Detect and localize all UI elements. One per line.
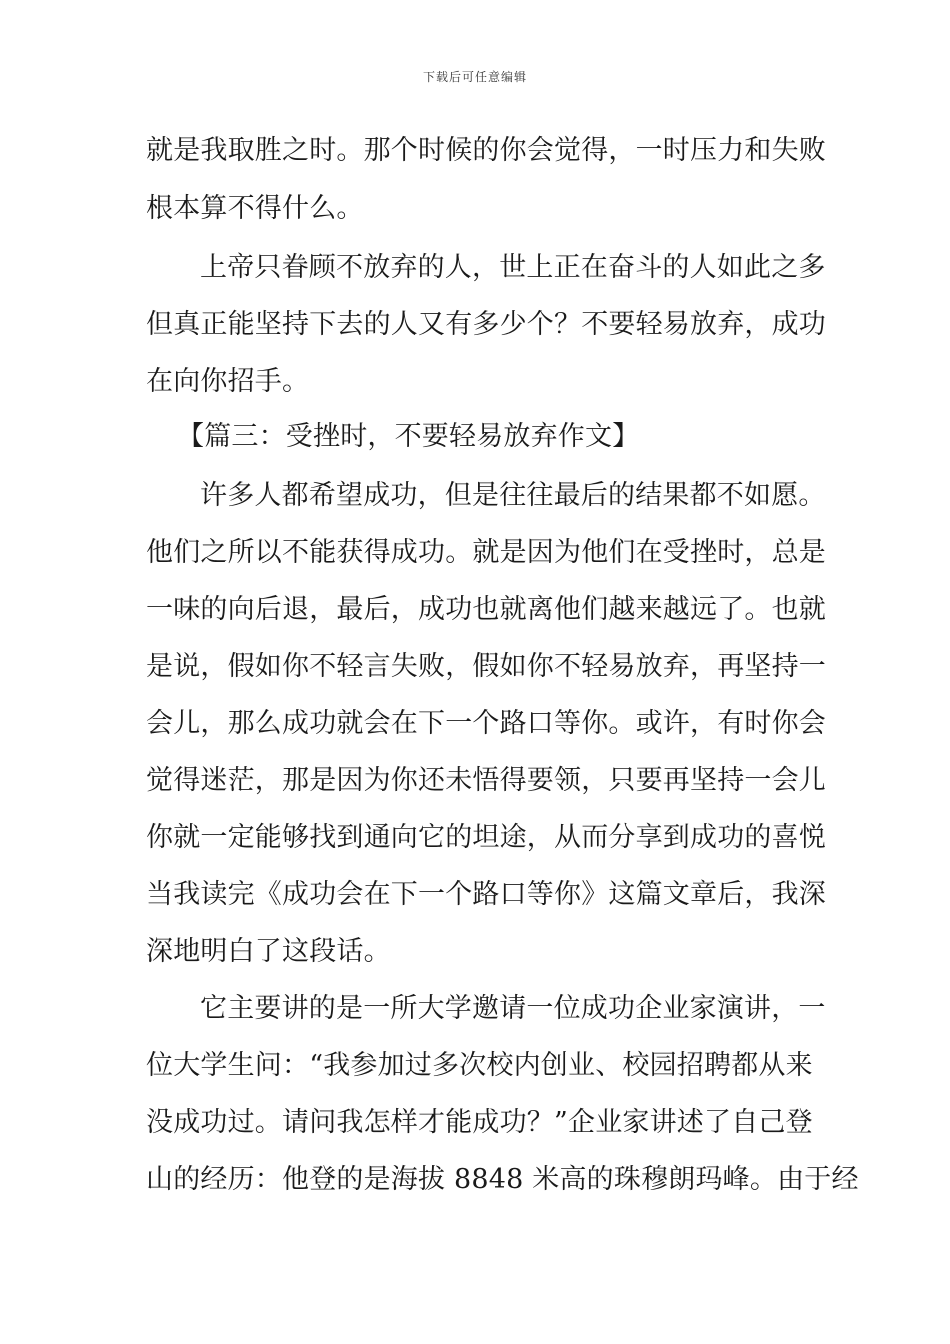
page-header: 下载后可任意编辑 bbox=[422, 70, 527, 84]
text-line: 会儿，那么成功就会在下一个路口等你。或许，有时你会 bbox=[146, 708, 826, 739]
text-line: 山的经历：他登的是海拔 8848 米高的珠穆朗玛峰。由于经 bbox=[146, 1164, 859, 1195]
text-line: 当我读完《成功会在下一个路口等你》这篇文章后，我深 bbox=[146, 879, 826, 910]
text-line: 一味的向后退，最后，成功也就离他们越来越远了。也就 bbox=[146, 594, 826, 625]
text-line: 就是我取胜之时。那个时候的你会觉得，一时压力和失败 bbox=[146, 135, 826, 166]
text-line: 他们之所以不能获得成功。就是因为他们在受挫时，总是 bbox=[146, 537, 826, 568]
text-line: 没成功过。请问我怎样才能成功？”企业家讲述了自己登 bbox=[146, 1107, 813, 1138]
text-line: 深地明白了这段话。 bbox=[146, 936, 391, 967]
text-line: 上帝只眷顾不放弃的人，世上正在奋斗的人如此之多 bbox=[200, 252, 826, 283]
text-line: 在向你招手。 bbox=[146, 366, 310, 397]
section-heading: 【篇三：受挫时，不要轻易放弃作文】 bbox=[177, 421, 640, 452]
text-line: 许多人都希望成功，但是往往最后的结果都不如愿。 bbox=[200, 480, 826, 511]
text-line: 是说，假如你不轻言失败，假如你不轻易放弃，再坚持一 bbox=[146, 651, 826, 682]
text-line: 觉得迷茫，那是因为你还未悟得要领，只要再坚持一会儿 bbox=[146, 765, 826, 796]
text-line: 但真正能坚持下去的人又有多少个？不要轻易放弃，成功 bbox=[146, 309, 826, 340]
text-line: 位大学生问：“我参加过多次校内创业、校园招聘都从来 bbox=[146, 1050, 813, 1081]
text-line: 根本算不得什么。 bbox=[146, 193, 364, 224]
text-line: 你就一定能够找到通向它的坦途，从而分享到成功的喜悦 bbox=[146, 822, 826, 853]
text-line: 它主要讲的是一所大学邀请一位成功企业家演讲，一 bbox=[200, 993, 826, 1024]
